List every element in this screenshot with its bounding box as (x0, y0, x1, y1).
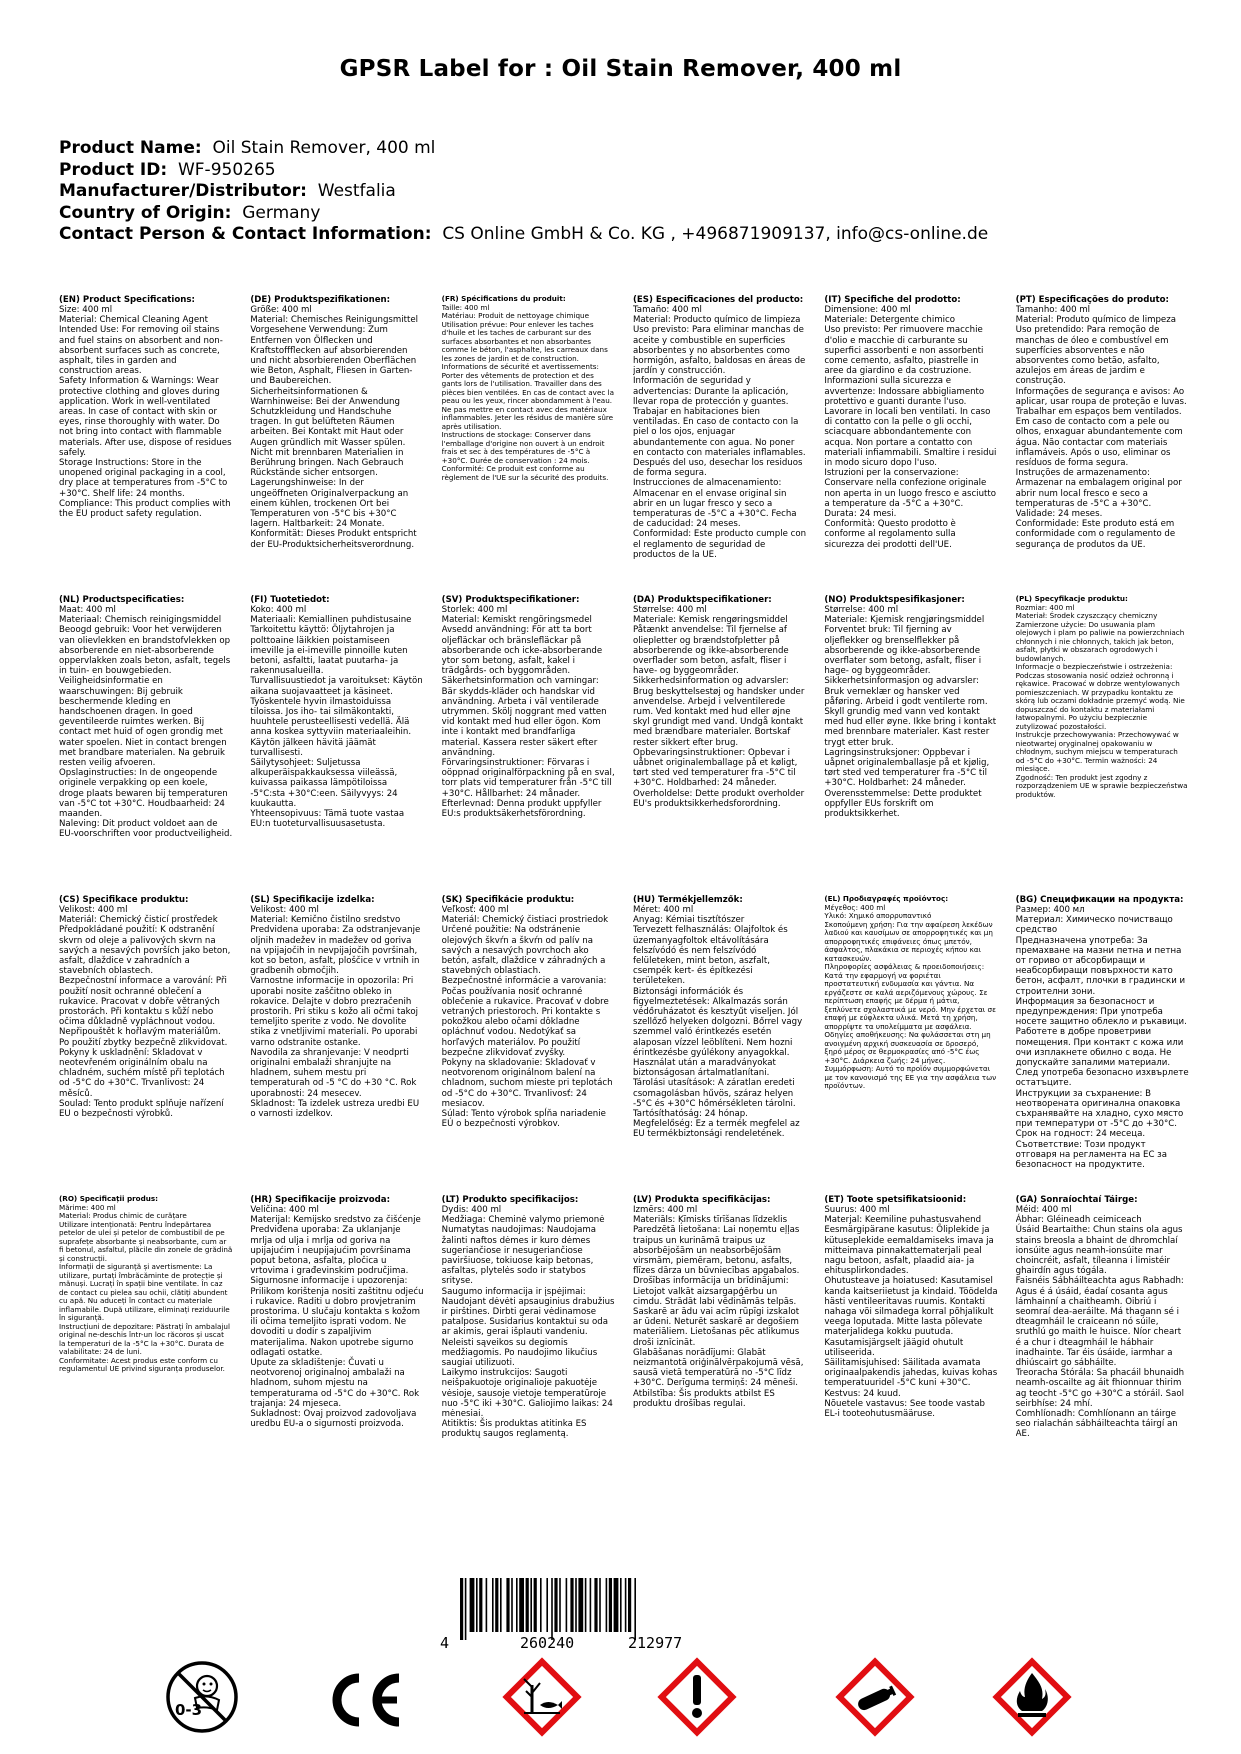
spec-block-lt (442, 1195, 615, 1495)
hazard-environment-icon (500, 1655, 584, 1739)
spec-heading: (HU) Termékjellemzők: (632, 895, 743, 905)
barcode-bar (625, 1578, 627, 1632)
contact-row (59, 224, 1189, 246)
spec-body: Veličina: 400 ml Materijal: Kemijsko sredstvo za čišćenje Predviđena uporaba: Za uklanjanje mrlja od ulja i mrlja od goriva na upijajućim i neupijajućim površinama poput betona, asfalta, pločica u vrtovima i građevinskim područjima. Sigurnosne informacije i upozorenja: Prilikom korištenja nositi zaštitnu odjeću i rukavice. Raditi u dobro provjetranim prostorima. U slučaju kontakta s kožom ili očima temeljito isprati vodom. Ne dovoditi u dodir s zapaljivim materijalima. Nakon upotrebe sigurno odlagati ostatke. Upute za skladištenje: Čuvati u neotvorenoj originalnoj ambalaži na hladnom, suhom mjestu na temperaturama od -5°C do +30°C. Rok trajanja: 24 mjeseca. Sukladnost: Ovaj proizvod zadovoljava uredbu EU-a o sigurnosti proizvoda. (250, 1205, 424, 1430)
spec-body: Veľkosť: 400 ml Materiál: Chemický čistiaci prostriedok Určené použitie: Na odstránenie olejových škvŕn a škvŕn od palív na savých a nesavých povrchoch ako betón, asfalt, dlaždice v záhradných a stavebných oblastiach. Bezpečnostné informácie a varovania: Počas používania nosiť ochranné oblečenie a rukavice. Pracovať v dobre vetraných priestoroch. Pri kontakte s pokožkou alebo očami dôkladne opláchnuť vodou. Nedotýkať sa horľavých materiálov. Po použití bezpečne zlikvidovať zvyšky. Pokyny na skladovanie: Skladovať v neotvorenom originálnom balení na chladnom, suchom mieste pri teplotách od -5°C do +30°C. Trvanlivosť: 24 mesiacov. Súlad: Tento výrobok spĺňa nariadenie EÚ o bezpečnosti výrobkov. (441, 905, 613, 1130)
product-id-label: Product ID: (59, 159, 168, 180)
barcode-bar (506, 1578, 509, 1632)
spec-heading: (IT) Specifiche del prodotto: (824, 295, 961, 305)
spec-block-hr (250, 1195, 423, 1495)
barcode-bar (486, 1578, 488, 1632)
product-id-row (59, 160, 1189, 182)
ce-mark-icon (325, 1672, 405, 1728)
spec-heading: (NO) Produktspesifikasjoner: (824, 595, 965, 605)
barcode-bar (476, 1578, 478, 1632)
barcode-bar (590, 1578, 592, 1632)
spec-heading: (PT) Especificações do produto: (1015, 295, 1169, 305)
spec-heading: (FI) Tuotetiedot: (250, 595, 330, 605)
barcode-bar (546, 1578, 548, 1632)
barcode-bar (628, 1578, 631, 1632)
barcode-bar (566, 1578, 568, 1632)
spec-body: Size: 400 ml Material: Chemical Cleaning Agent Intended Use: For removing oil stains and fuel stains on absorbent and non-absorbent surfaces such as concrete, asphalt, tiles in garden and construction areas. Safety Information & Warnings: Wear protective clothing and gloves during application. Work in well-ventilated areas. In case of contact with skin or eyes, rinse thoroughly with water. Do not bring into contact with flammable materials. After use, dispose of residues safely. Storage Instructions: Store in the unopened original packaging in a cool, dry place at temperatures from -5°C to +30°C. Shelf life: 24 months. Compliance: This product complies with the EU product safety regulation. (59, 305, 232, 520)
barcode-bar (500, 1578, 502, 1632)
barcode-bar (551, 1578, 553, 1640)
spec-block-ro (59, 1195, 232, 1495)
spec-body: Größe: 400 ml Material: Chemisches Reinigungsmittel Vorgesehene Verwendung: Zum Entfernen von Ölflecken und Kraftstoffflecken auf absorbierenden und nicht absorbierenden Oberflächen wie Beton, Asphalt, Fliesen in Garten- und Baubereichen. Sicherheitsinformationen & Warnhinweise: Bei der Anwendung Schutzkleidung und Handschuhe tragen. In gut belüfteten Räumen arbeiten. Bei Kontakt mit Haut oder Augen gründlich mit Wasser spülen. Nicht mit brennbaren Materialien in Berührung bringen. Nach Gebrauch Rückstände sicher entsorgen. Lagerungshinweise: In der ungeöffneten Originalverpackung an einem kühlen, trockenen Ort bei Temperaturen von -5°C bis +30°C lagern. Haltbarkeit: 24 Monate. Konformität: Dieses Produkt entspricht der EU-Produktsicherheitsverordnung. (250, 305, 419, 550)
barcode-bar (599, 1578, 601, 1632)
barcode-bar (634, 1578, 636, 1640)
barcode-bar (540, 1578, 542, 1632)
hazard-exclamation-icon (655, 1655, 739, 1739)
spec-body: Storlek: 400 ml Material: Kemiskt rengöringsmedel Avsedd användning: För att ta bort oljefläckar och bränslefläckar på absorberande och icke-absorberande ytor som betong, asfalt, kakel i trädgårds- och byggområden. Säkerhetsinformation och varningar: Bär skydds-kläder och handskar vid användning. Arbeta i väl ventilerade utrymmen. Skölj noggrant med vatten vid kontakt med hud eller ögon. Kom inte i kontakt med brandfarliga material. Kassera rester säkert efter användning. Förvaringsinstruktioner: Förvaras i oöppnad originalförpackning på en sval, torr plats vid temperaturer från -5°C till +30°C. Hållbarhet: 24 månader. Efterlevnad: Denna produkt uppfyller EU:s produktsäkerhetsförordning. (441, 605, 615, 820)
spec-heading: (EL) Προδιαγραφές προϊόντος: (824, 895, 949, 903)
hazard-gas-cylinder-icon (833, 1655, 917, 1739)
product-id-value: WF-950265 (177, 159, 276, 180)
barcode-bar (575, 1578, 577, 1632)
spec-heading: (NL) Productspecificaties: (59, 595, 185, 605)
spec-heading: (DE) Produktspezifikationen: (250, 295, 391, 305)
spec-block-pt (1016, 295, 1189, 595)
spec-block-bg (1016, 895, 1189, 1195)
spec-heading: (GA) Sonraíochtaí Táirge: (1015, 1195, 1138, 1205)
product-info (59, 138, 1189, 246)
barcode-bar (460, 1578, 463, 1640)
spec-block-nl (59, 595, 232, 895)
spec-body: Μέγεθος: 400 ml Υλικό: Χημικό απορρυπαντικό Σκοπούμενη χρήση: Για την αφαίρεση λεκέδων λαδιού και καυσίμων σε απορροφητικές και μη απορροφητικές επιφάνειες όπως μπετόν, άσφαλτος, πλακάκια σε περιοχές κήπου και κατασκευών. Πληροφορίες ασφάλειας & προειδοποιήσεις: Κατά την εφαρμογή να φοριέται προστατευτική ενδυμασία και γάντια. Να εργάζεστε σε καλά αεριζόμενους χώρους. Σε περίπτωση επαφής με δέρμα ή μάτια, ξεπλύνετε σχολαστικά με νερό. Μην έρχεται σε επαφή με εύφλεκτα υλικά. Μετά τη χρήση, απορρίψτε τα υπολείμματα με ασφάλεια. Οδηγίες αποθήκευσης: Να φυλάσσεται στη μη ανοιγμένη αρχική συσκευασία σε δροσερό, ξηρό μέρος σε θερμοκρασίες από -5°C έως +30°C. Διάρκεια ζωής: 24 μήνες. Συμμόρφωση: Αυτό το προϊόν συμμορφώνεται με τον κανονισμό της ΕΕ για την ασφάλεια των προϊόντων. (824, 902, 997, 1090)
spec-body: Размер: 400 мл Материал: Химическо почистващо средство Предназначена употреба: За премахване на мазни петна и петна от гориво от абсорбиращи и неабсорбиращи повърхности като бетон, асфалт, плочки в градински и строителни зони. Информация за безопасност и предупреждения: При употреба носете защитно облекло и ръкавици. Работете в добре проветриви помещения. При контакт с кожа или очи изплакнете обилно с вода. Не допускайте запалими материали. След употреба безопасно изхвърлете остатъците. Инструкции за съхранение: В неотворената оригинална опаковка съхранявайте на хладно, сухо място при температури от -5°C до +30°C. Срок на годност: 24 месеца. Съответствие: Този продукт отговаря на регламента на ЕС за безопасност на продуктите. (1015, 905, 1189, 1171)
spec-block-cs (59, 895, 232, 1195)
barcode-bar (614, 1578, 619, 1632)
spec-heading: (FR) Spécifications du produit: (441, 295, 566, 303)
spec-block-pl (1016, 595, 1189, 895)
spec-body: Taille: 400 ml Matériau: Produit de nettoyage chimique Utilisation prévue: Pour enlever les taches d'huile et les taches de carburant sur des surfaces absorbantes et non absorbantes comme le béton, l'asphalte, les carreaux dans les zones de jardin et de construction. Informations de sécurité et avertissements: Porter des vêtements de protection et des gants lors de l'utilisation. Travailler dans des pièces bien ventilées. En cas de contact avec la peau ou les yeux, rincer abondamment à l'eau. Ne pas mettre en contact avec des matériaux inflammables. Jeter les résidus de manière sûre après utilisation. Instructions de stockage: Conserver dans l'emballage d'origine non ouvert à un endroit frais et sec à des températures de -5°C à +30°C. Durée de conservation : 24 mois. Conformité: Ce produit est conforme au règlement de l'UE sur la sécurité des produits. (441, 302, 614, 482)
spec-block-et (824, 1195, 997, 1495)
spec-block-es (633, 295, 806, 595)
spec-body: Tamanho: 400 ml Material: Produto químico de limpeza Uso pretendido: Para remoção de manchas de óleo e combustível em superfícies absorventes e não absorventes como betão, asfalto, azulejos em áreas de jardim e construção. Informações de segurança e avisos: Ao aplicar, usar roupa de proteção e luvas. Trabalhar em espaços bem ventilados. Em caso de contacto com a pele ou olhos, enxaguar abundantemente com água. Não contactar com materiais inflamáveis. Após o uso, eliminar os resíduos de forma segura. Instruções de armazenamento: Armazenar na embalagem original por abrir num local fresco e seco a temperaturas de -5°C a +30°C. Validade: 24 meses. Conformidade: Este produto está em conformidade com o regulamento de segurança de produtos da UE. (1015, 305, 1187, 550)
spec-heading: (ET) Toote spetsifikatsioonid: (824, 1195, 967, 1205)
spec-heading: (ES) Especificaciones del producto: (632, 295, 804, 305)
ean-barcode (430, 1578, 750, 1653)
barcode-bar (606, 1578, 608, 1632)
barcode-bar (465, 1578, 467, 1640)
specifications-grid (59, 295, 1189, 1495)
spec-block-hu (633, 895, 806, 1195)
barcode-bars (430, 1578, 750, 1640)
spec-heading: (BG) Спецификации на продукта: (1015, 895, 1184, 905)
spec-heading: (PL) Specyfikacje produktu: (1015, 595, 1128, 603)
barcode-bar (516, 1578, 518, 1632)
page-title: GPSR Label for : Oil Stain Remover, 400 ml (339, 56, 902, 82)
product-name-label: Product Name: (59, 138, 202, 158)
spec-body: Dimensione: 400 ml Materiale: Detergente chimico Uso previsto: Per rimuovere macchie d'olio e macchie di carburante su superfici assorbenti e non assorbenti come cemento, asfalto, piastrelle in aree da giardino e da costruzione. Informazioni sulla sicurezza e avvertenze: Indossare abbigliamento protettivo e guanti durante l'uso. Lavorare in locali ben ventilati. In caso di contatto con la pelle o gli occhi, sciacquare abbondantemente con acqua. Non portare a contatto con materiali infiammabili. Smaltire i residui in modo sicuro dopo l'uso. Istruzioni per la conservazione: Conservare nella confezione originale non aperta in un luogo fresco e asciutto a temperature da -5°C a +30°C. Durata: 24 mesi. Conformità: Questo prodotto è conforme al regolamento sulla sicurezza dei prodotti dell'UE. (824, 305, 997, 550)
barcode-digit-first: 4 (440, 1634, 450, 1652)
barcode-bar (609, 1578, 612, 1632)
spec-block-fr (442, 295, 615, 595)
spec-heading: (RO) Specificații produs: (59, 1195, 158, 1203)
not-for-children-0-3-icon (165, 1660, 239, 1734)
spec-block-fi (250, 595, 423, 895)
spec-block-en (59, 295, 232, 595)
barcode-bar (526, 1578, 529, 1632)
spec-heading: (LV) Produkta specifikācijas: (632, 1195, 771, 1205)
product-name-row (59, 138, 1189, 160)
spec-heading: (SV) Produktspecifikationer: (441, 595, 580, 605)
spec-heading: (CS) Specifikace produktu: (59, 895, 189, 905)
barcode-bar (534, 1578, 537, 1632)
product-name-value: Oil Stain Remover, 400 ml (212, 138, 436, 158)
barcode-bar (470, 1578, 475, 1632)
age-warning-label: 0-3 (175, 1701, 203, 1719)
barcode-bar (585, 1578, 587, 1632)
spec-block-no (824, 595, 997, 895)
spec-block-da (633, 595, 806, 895)
barcode-digits-left: 260240 (520, 1634, 575, 1652)
spec-heading: (HR) Specifikacije proizvoda: (250, 1195, 391, 1205)
spec-body: Tamaño: 400 ml Material: Producto químico de limpieza Uso previsto: Para eliminar manchas de aceite y combustible en superficies absorbentes y no absorbentes como hormigón, asfalto, baldosas en áreas de jardín y construcción. Información de seguridad y advertencias: Durante la aplicación, llevar ropa de protección y guantes. Trabajar en habitaciones bien ventiladas. En caso de contacto con la piel o los ojos, enjuagar abundantemente con agua. No poner en contacto con materiales inflamables. Después del uso, desechar los residuos de forma segura. Instrucciones de almacenamiento: Almacenar en el envase original sin abrir en un lugar fresco y seco a temperaturas de -5°C a +30°C. Fecha de caducidad: 24 meses. Conformidad: Este producto cumple con el reglamento de seguridad de productos de la UE. (632, 305, 807, 560)
spec-body: Størrelse: 400 ml Materiale: Kjemisk rengjøringsmiddel Forventet bruk: Til fjerning av oljeflekker og brenselflekker på absorberende og ikke-absorberende overflater som betong, asfalt, fliser i hage- og byggeområder. Sikkerhetsinformasjon og advarsler: Bruk verneklær og hansker ved påføring. Arbeid i godt ventilerte rom. Skyll grundig med vann ved kontakt med hud eller øyne. Ikke bring i kontakt med brennbare materialer. Kast rester trygt etter bruk. Lagringsinstruksjoner: Oppbevar i uåpnet originalemballasje på et kjølig, tørt sted ved temperaturer fra -5°C til +30°C. Holdbarhet: 24 måneder. Overensstemmelse: Dette produktet oppfyller EUs forskrift om produktsikkerhet. (824, 605, 997, 820)
barcode-bar (511, 1578, 513, 1632)
spec-block-sk (442, 895, 615, 1195)
barcode-bar (554, 1578, 557, 1632)
barcode-digits-right: 212977 (628, 1634, 683, 1652)
manufacturer-label: Manufacturer/Distributor: (59, 181, 307, 201)
barcode-bar (570, 1578, 573, 1632)
spec-body: Velikost: 400 ml Materiál: Chemický čisticí prostředek Předpokládané použití: K odstranění skvrn od oleje a palivových skvrn na savých a nesavých površích jako beton, asfalt, dlaždice v zahradních a stavebních oblastech. Bezpečnostní informace a varování: Při použití nosit ochranné oblečení a rukavice. Pracovat v dobře větraných prostorách. Při kontaktu s kůží nebo očima důkladně vypláchnout vodou. Nepřipouštět k hořlavým materiálům. Po použití zbytky bezpečně zlikvidovat. Pokyny k uskladnění: Skladovat v neotevřeném originálním obalu na chladném, suchém místě při teplotách od -5°C do +30°C. Trvanlivost: 24 měsíců. Soulad: Tento produkt splňuje nařízení EU o bezpečnosti výrobků. (59, 905, 231, 1120)
barcode-bar (559, 1578, 561, 1632)
hazard-flammable-icon (990, 1655, 1074, 1739)
country-label: Country of Origin: (59, 202, 232, 223)
manufacturer-value: Westfalia (317, 181, 396, 201)
barcode-bar (492, 1578, 494, 1632)
spec-block-lv (633, 1195, 806, 1495)
spec-body: Størrelse: 400 ml Materiale: Kemisk rengøringsmiddel Påtænkt anvendelse: Til fjernelse af oliepletter og brændstofpletter på absorberende og ikke-absorberende overflader som beton, asfalt, fliser i have- og byggeområder. Sikkerhedsinformation og advarsler: Brug beskyttelsestøj og handsker under anvendelse. Arbejd i velventilerede rum. Ved kontakt med hud eller øjne skyl grundigt med vand. Undgå kontakt med brændbare materialer. Bortskaf rester sikkert efter brug. Opbevaringsinstruktioner: Opbevar i uåbnet originalemballage på et køligt, tørt sted ved temperaturer fra -5°C til +30°C. Holdbarhed: 24 måneder. Overholdelse: Dette produkt overholder EU's produktsikkerhedsforordning. (632, 605, 805, 809)
spec-body: Koko: 400 ml Materiaali: Kemiallinen puhdistusaine Tarkoitettu käyttö: Öljytahrojen ja polttoaine läikkien poistamiseen imeville ja ei-imeville pinnoille kuten betoni, asfaltti, laatat puutarha- ja rakennusalueilla. Turvallisuustiedot ja varoitukset: Käytön aikana suojavaatteet ja käsineet. Työskentele hyvin ilmastoiduissa tiloissa. Jos iho- tai silmäkontakti, huuhtele perusteellisesti vedellä. Älä anna koskea syttyviin materiaaleihin. Käytön jälkeen hävitä jäämät turvallisesti. Säilytysohjeet: Suljetussa alkuperäispakkauksessa viileässä, kuivassa paikassa lämpötiloissa -5°C:sta +30°C:een. Säilyvyys: 24 kuukautta. Yhteensopivuus: Tämä tuote vastaa EU:n tuoteturvallisuusasetusta. (250, 605, 423, 830)
spec-block-el (824, 895, 997, 1195)
barcode-bar (620, 1578, 622, 1632)
spec-heading: (DA) Produktspecifikationer: (632, 595, 772, 605)
spec-heading: (SK) Špecifikácie produktu: (441, 895, 575, 905)
barcode-bar (578, 1578, 583, 1632)
barcode-bar (519, 1578, 524, 1632)
spec-block-de (250, 295, 423, 595)
spec-body: Maat: 400 ml Materiaal: Chemisch reinigingsmiddel Beoogd gebruik: Voor het verwijderen van olievlekken en brandstofvlekken op absorberende en niet-absorberende oppervlakken zoals beton, asfalt, tegels in tuin- en bouwgebieden. Veiligheidsinformatie en waarschuwingen: Bij gebruik beschermende kleding en handschoenen dragen. In goed geventileerde ruimtes werken. Bij contact met huid of ogen grondig met water spoelen. Niet in contact brengen met brandbare materialen. Na gebruik resten veilig afvoeren. Opslaginstructies: In de ongeopende originele verpakking op een koele, droge plaats bewaren bij temperaturen van -5°C tot +30°C. Houdbaarheid: 24 maanden. Naleving: Dit product voldoet aan de EU-voorschriften voor productveiligheid. (59, 605, 233, 840)
barcode-bar (594, 1578, 597, 1632)
barcode-bar (530, 1578, 532, 1632)
spec-body: Dydis: 400 ml Medžiaga: Cheminė valymo priemonė Numatytas naudojimas: Naudojama žalinti naftos dėmes ir kuro dėmes sugeriančiose ir nesugeriančiose paviršiuose, tokiuose kaip betonas, asfaltas, plytelės sodo ir statybos srityse. Saugumo informacija ir įspėjimai: Naudojant dėvėti apsauginius drabužius ir pirštines. Dirbti gerai vėdinamose patalpose. Susidarius kontaktui su oda ar akimis, gerai išplauti vandeniu. Neleisti sąveikos su degiomis medžiagomis. Po naudojimo likučius saugiai utilizuoti. Laikymo instrukcijos: Saugoti neišpakuotoje originalioje pakuotėje vėsioje, sausoje vietoje temperatūroje nuo -5°C iki +30°C. Galiojimo laikas: 24 mėnesiai. Atitiktis: Šis produktas atitinka ES produktų saugos reglamentą. (441, 1205, 615, 1440)
spec-block-ga (1016, 1195, 1189, 1495)
spec-body: Mărime: 400 ml Material: Produs chimic de curățare Utilizare intenționată: Pentru îndepărtarea petelor de ulei și petelor de combustibil de pe suprafețe absorbante și neabsorbante, cum ar fi betonul, asfaltul, plăcile din zonele de grădină și construcții. Informații de siguranță și avertismente: La utilizare, purtați îmbrăcăminte de protecție și mănuși. Lucrați în spații bine ventilate. În caz de contact cu pielea sau ochii, clătiți abundent cu apă. Nu aduceți în contact cu materiale inflamabile. După utilizare, eliminați reziduurile în siguranță. Instrucțiuni de depozitare: Păstrați în ambalajul original ne-deschis într-un loc răcoros și uscat la temperaturi de la -5°C la +30°C. Durata de valabilitate: 24 de luni. Conformitate: Acest produs este conform cu regulamentul UE privind siguranța produselor. (59, 1202, 233, 1373)
barcode-bar (479, 1578, 482, 1632)
spec-body: Méret: 400 ml Anyag: Kémiai tisztítószer Tervezett felhasználás: Olajfoltok és üzemanyagfoltok eltávolítására felszívódó és nem felszívódó felületeken, mint beton, aszfalt, csempék kert- és építkezési területeken. Biztonsági információk és figyelmeztetések: Alkalmazás során védőruházatot és kesztyűt viseljen. Jól szellőző helyeken dolgozni. Bőrrel vagy szemmel való érintkezés esetén alaposan vízzel leöblíteni. Nem hozni érintkezésbe gyúlékony anyagokkal. Használat után a maradványokat biztonságosan ártalmatlanítani. Tárolási utasítások: A záratlan eredeti csomagolásban hűvös, száraz helyen -5°C és +30°C hőmérsékleten tárolni. Tartósíthatóság: 24 hónap. Megfelelőség: Ez a termék megfelel az EU termékbiztonsági rendeletének. (632, 905, 803, 1140)
country-row (59, 203, 1189, 225)
manufacturer-row (59, 181, 1189, 203)
barcode-bar (495, 1578, 498, 1632)
contact-value: CS Online GmbH & Co. KG , +496871909137, info@cs-online.de (442, 224, 989, 244)
spec-body: Velikost: 400 ml Material: Kemično čistilno sredstvo Predvidena uporaba: Za odstranjevanje oljnih madežev in madežev od goriva na vpijajočih in nevpijajočih površinah, kot so beton, asfalt, ploščice v vrtnih in gradbenih območjih. Varnostne informacije in opozorila: Pri uporabi nosite zaščitno obleko in rokavice. Delajte v dobro prezračenih prostorih. Pri stiku s kožo ali očmi takoj temeljito sperite z vodo. Ne dovolite stika z vnetljivimi materiali. Po uporabi varno odstranite ostanke. Navodila za shranjevanje: V neodprti originalni embalaži shranjujte na hladnem, suhem mestu pri temperaturah od -5 °C do +30 °C. Rok uporabnosti: 24 mesecev. Skladnost: Ta izdelek ustreza uredbi EU o varnosti izdelkov. (250, 905, 421, 1120)
spec-body: Méid: 400 ml Ábhar: Gléineadh ceimiceach Úsáid Beartaithe: Chun stains ola agus stains breosla a bhaint de dhromchlaí ionsúite agus neamh-ionsúite mar choincréit, asfalt, tíleanna i limistéir ghairdín agus tógála. Faisnéis Sábháilteachta agus Rabhadh: Agus é á úsáid, éadaí cosanta agus lámhainní a chaitheamh. Oibriú i seomraí dea-aeráilte. Má thagann sé i dteagmháil le craiceann nó súile, sruthlú go maith le huisce. Níor cheart é a chur i dteagmháil le hábhair inadhainte. Tar éis úsáide, iarmhar a dhiúscairt go sábháilte. Treoracha Stórála: Sa phacáil bhunaidh neamh-oscailte ag áit fhionnuar thirim ag teocht -5°C go +30°C a stóráil. Saol seirbhíse: 24 mhí. Comhlíonadh: Comhlíonann an táirge seo rialachán sábháilteachta táirgí an AE. (1015, 1205, 1185, 1440)
spec-block-sl (250, 895, 423, 1195)
spec-heading: (SL) Specifikacije izdelka: (250, 895, 375, 905)
spec-block-it (824, 295, 997, 595)
spec-block-sv (442, 595, 615, 895)
spec-body: Izmērs: 400 ml Materiāls: Ķīmisks tīrīšanas līdzeklis Paredzētā lietošana: Lai noņemtu eļļas traipus un kurināmā traipus uz absorbējošām un neabsorbējošām virsmām, piemēram, betonu, asfalts, flīzes dārza un būvniecības apgabalos. Drošības informācija un brīdinājumi: Lietojot valkāt aizsargapģērbu un cimdu. Strādāt labi vēdināmās telpās. Saskarē ar ādu vai acīm rūpīgi izskalot ar ūdeni. Neturēt saskarē ar degošiem materiāliem. Lietošanas pēc atlikumus droši iznīcināt. Glabāšanas norādījumi: Glabāt neizmantotā oriģinālvērpakojumā vēsā, sausā vietā temperatūrā no -5°C līdz +30°C. Derīguma termiņš: 24 mēneši. Atbilstība: Šis produkts atbilst ES produktu drošības regulai. (632, 1205, 804, 1409)
contact-label: Contact Person & Contact Information: (59, 224, 432, 244)
spec-heading: (EN) Product Specifications: (59, 295, 195, 305)
spec-body: Suurus: 400 ml Materjal: Keemiline puhastusvahend Eesmärgipärane kasutus: Õliplekide ja kütuseplekide eemaldamiseks imava ja mitteimava pinnakattematerjali peal nagu betoon, asfalt, plaadid aia- ja ehitusplirkondades. Ohutusteave ja hoiatused: Kasutamisel kanda kaitseriietust ja kindaid. Töödelda hästi ventileeritavas ruumis. Kontakti nahaga või silmadega korral põhjalikult veega loputada. Mitte lasta põlevate materjalidega kokku puutuda. Kasutamisjärgselt jäägid ohutult utiliseerida. Säilitamisjuhised: Säilitada avamata originaalpakendis jahedas, kuivas kohas temperatuuridel -5°C kuni +30°C. Kestvus: 24 kuud. Nõuetele vastavus: See toode vastab EL-i tooteohutusmääruse. (824, 1205, 998, 1420)
country-value: Germany (242, 202, 321, 223)
spec-heading: (LT) Produkto specifikacijos: (441, 1195, 579, 1205)
spec-body: Rozmiar: 400 ml Materiał: Środek czyszczący chemiczny Zamierzone użycie: Do usuwania plam olejowych i plam po paliwie na powierzchniach chłonnych i nie chłonnych, takich jak beton, asfalt, płytki w obszarach ogrodowych i budowlanych. Informacje o bezpieczeństwie i ostrzeżenia: Podczas stosowania nosić odzież ochronną i rękawice. Pracować w dobrze wentylowanych pomieszczeniach. W przypadku kontaktu ze skórą lub oczami dokładnie przemyć wodą. Nie dopuszczać do kontaktu z materiałami łatwopalnymi. Po użyciu bezpiecznie zutylizować pozostałości. Instrukcje przechowywania: Przechowywać w nieotwartej oryginalnej opakowaniu w chłodnym, suchym miejscu w temperaturach od -5°C do +30°C. Termin ważności: 24 miesiące. Zgodność: Ten produkt jest zgodny z rozporządzeniem UE w sprawie bezpieczeństwa produktów. (1015, 602, 1188, 799)
